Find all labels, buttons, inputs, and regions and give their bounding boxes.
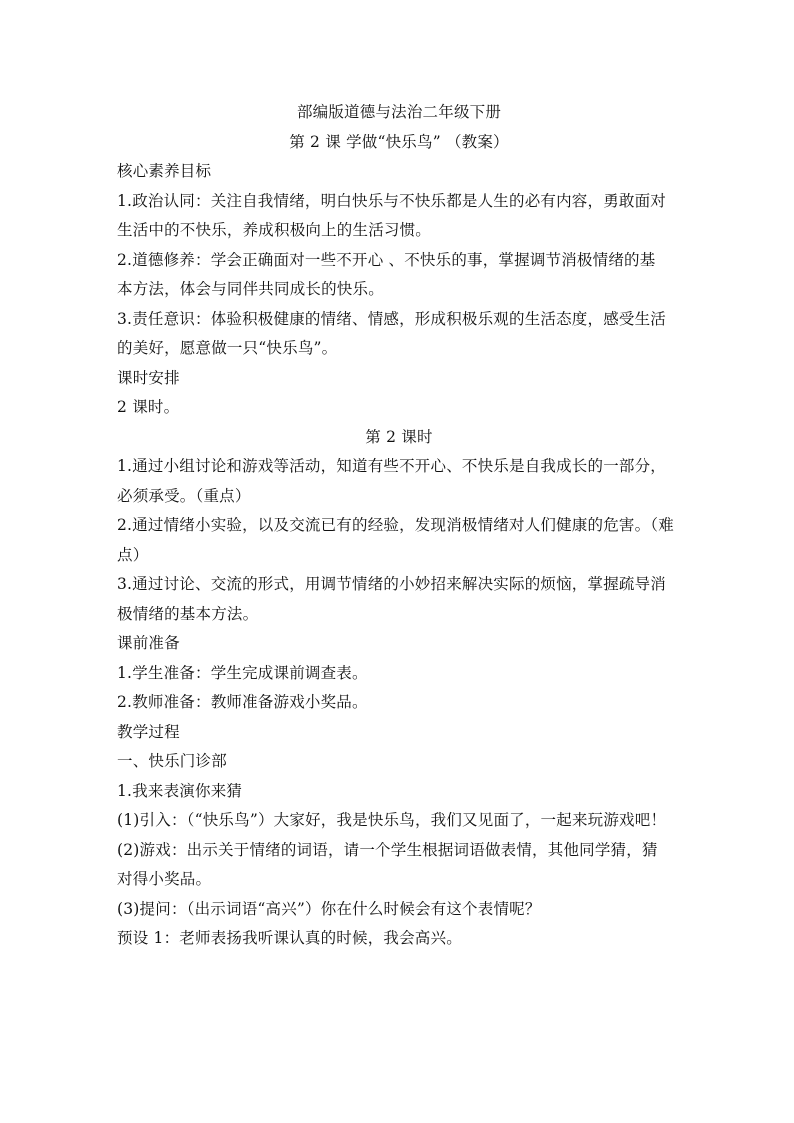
subsection-item: 1.我来表演你来猜 bbox=[117, 781, 243, 800]
paragraph-line: (2)游戏：出示关于情绪的词语，请一个学生根据词语做表情，其他同学猜，猜 bbox=[117, 840, 658, 859]
paragraph-line: 1.学生准备：学生完成课前调查表。 bbox=[117, 663, 368, 682]
paragraph-line: 预设 1：老师表扬我听课认真的时候，我会高兴。 bbox=[117, 929, 462, 947]
paragraph-line: 本方法，体会与同伴共同成长的快乐。 bbox=[117, 280, 384, 298]
document-subtitle: 第 2 课 学做“快乐鸟” （教案） bbox=[289, 132, 509, 151]
section-heading-lesson-2: 第 2 课时 bbox=[365, 427, 433, 446]
section-heading-core-goals: 核心素养目标 bbox=[117, 162, 212, 180]
document-title: 部编版道德与法治二年级下册 bbox=[296, 103, 502, 121]
paragraph-line: 2.道德修养：学会正确面对一些不开心 、不快乐的事，掌握调节消极情绪的基 bbox=[117, 250, 656, 269]
document-body bbox=[117, 98, 681, 954]
paragraph-line: 2.教师准备：教师准备游戏小奖品。 bbox=[117, 693, 368, 711]
paragraph-line: 生活中的不快乐，养成积极向上的生活习惯。 bbox=[117, 221, 432, 239]
paragraph-line: 1.政治认同：关注自我情绪，明白快乐与不快乐都是人生的必有内容，勇敢面对 bbox=[117, 191, 666, 210]
paragraph-line: 2 课时。 bbox=[117, 398, 180, 416]
paragraph-line: 对得小奖品。 bbox=[117, 870, 212, 888]
section-heading-schedule: 课时安排 bbox=[117, 368, 180, 387]
paragraph-line: 必须承受。（重点） bbox=[117, 486, 251, 505]
paragraph-line: 3.责任意识：体验积极健康的情绪、情感，形成积极乐观的生活态度，感受生活 bbox=[117, 309, 666, 328]
subsection-heading: 一、快乐门诊部 bbox=[117, 752, 227, 770]
paragraph-line: (1)引入：（“快乐鸟”）大家好，我是快乐鸟，我们又见面了，一起来玩游戏吧！ bbox=[117, 811, 667, 829]
section-heading-process: 教学过程 bbox=[117, 722, 180, 741]
paragraph-line: 2.通过情绪小实验，以及交流已有的经验，发现消极情绪对人们健康的危害。（难 bbox=[117, 516, 674, 534]
paragraph-line: 的美好，愿意做一只“快乐鸟”。 bbox=[117, 339, 338, 357]
paragraph-line: 1.通过小组讨论和游戏等活动，知道有些不开心、不快乐是自我成长的一部分， bbox=[117, 457, 666, 475]
paragraph-line: (3)提问：（出示词语“高兴”）你在什么时候会有这个表情呢？ bbox=[117, 899, 541, 918]
paragraph-line: 3.通过讨论、交流的形式，用调节情绪的小妙招来解决实际的烦恼，掌握疏导消 bbox=[117, 575, 666, 593]
paragraph-line: 点） bbox=[117, 545, 149, 564]
section-heading-preparation: 课前准备 bbox=[117, 634, 180, 652]
paragraph-line: 极情绪的基本方法。 bbox=[117, 604, 259, 623]
